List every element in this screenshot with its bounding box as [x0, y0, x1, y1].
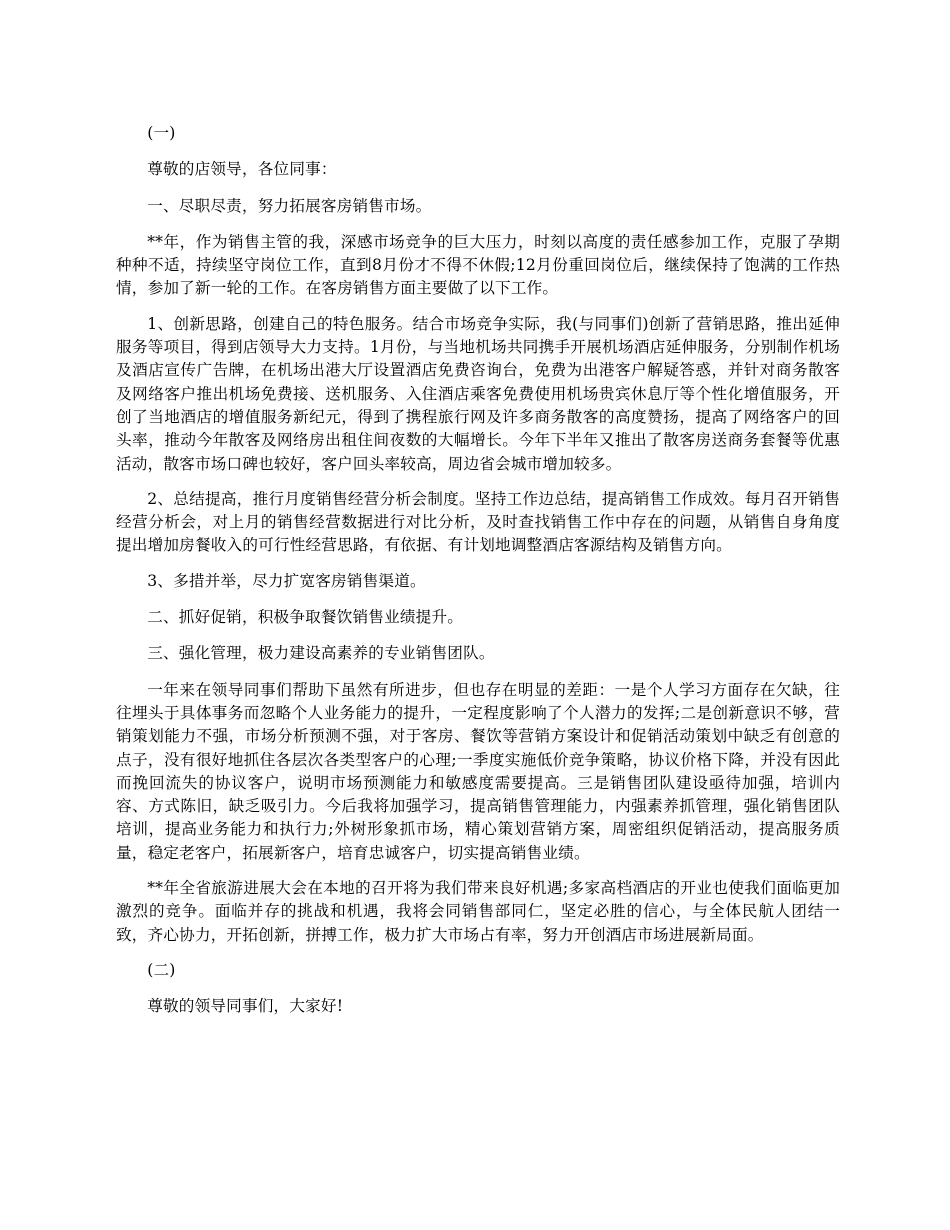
paragraph-item-3: 3、多措并举，尽力扩宽客房销售渠道。 [147, 571, 426, 590]
paragraph-item-1: 1、创新思路，创建自己的特色服务。结合市场竞争实际，我(与同事们)创新了营销思路，推出延伸服务等项目，得到店领导大力支持。1月份，与当地机场共同携手开展机场酒店延伸服务，分别制作机场及酒店宣传广告牌，在机场出港大厅设置酒店免费咨询台，免费为出港客户解疑答惑，并针对商务散客及网络客户推出机场免费接、送机服务、入住酒店乘客免费使用机场贵宾休息厅等个性化增值服务，开创了当地酒店的增值服务新纪元，得到了携程旅行网及许多商务散客的高度赞扬，提高了网络客户的回头率，推动今年散客及网络房出租住间夜数的大幅增长。今年下半年又推出了散客房送商务套餐等优惠活动，散客市场口碑也较好，客户回头率较高，周边省会城市增加较多。 [116, 314, 840, 473]
document-body [116, 122, 840, 1032]
section-marker-one: (一) [147, 124, 176, 142]
heading-three: 三、强化管理，极力建设高素养的专业销售团队。 [147, 644, 495, 663]
heading-one: 一、尽职尽责，努力拓展客房销售市场。 [147, 196, 432, 215]
paragraph-intro: **年，作为销售主管的我，深感市场竞争的巨大压力，时刻以高度的责任感参加工作，克服了孕期种种不适，持续坚守岗位工作，直到8月份才不得不休假;12月份重回岗位后，继续保持了饱满的工作热情，参加了新一轮的工作。在客房销售方面主要做了以下工作。 [116, 232, 840, 298]
paragraph-outlook: **年全省旅游进展大会在本地的召开将为我们带来良好机遇;多家高档酒店的开业也使我们面临更加激烈的竞争。面临并存的挑战和机遇，我将会同销售部同仁，坚定必胜的信心，与全体民航人团结一致，齐心协力，开拓创新，拼搏工作，极力扩大市场占有率，努力开创酒店市场进展新局面。 [116, 879, 840, 944]
greeting: 尊敬的领导同事们，大家好! [147, 997, 344, 1016]
salutation: 尊敬的店领导，各位同事： [147, 160, 337, 179]
section-marker-two: (二) [147, 960, 176, 979]
paragraph-reflection: 一年来在领导同事们帮助下虽然有所进步，但也存在明显的差距：一是个人学习方面存在欠缺，往往埋头于具体事务而忽略个人业务能力的提升，一定程度影响了个人潜力的发挥;二是创新意识不够，营销策划能力不强，市场分析预测不强，对于客房、餐饮等营销方案设计和促销活动策划中缺乏有创意的点子，没有很好地抓住各层次各类型客户的心理;一季度实施低价竞争策略，协议价格下降，并没有因此而挽回流失的协议客户，说明市场预测能力和敏感度需要提高。三是销售团队建设亟待加强，培训内容、方式陈旧，缺乏吸引力。今后我将加强学习，提高销售管理能力，内强素养抓管理，强化销售团队培训，提高业务能力和执行力;外树形象抓市场，精心策划营销方案，周密组织促销活动，提高服务质量，稳定老客户，拓展新客户，培育忠诚客户，切实提高销售业绩。 [116, 680, 840, 862]
paragraph-item-2: 2、总结提高，推行月度销售经营分析会制度。坚持工作边总结，提高销售工作成效。每月召开销售经营分析会，对上月的销售经营数据进行对比分析，及时查找销售工作中存在的问题，从销售自身角度提出增加房餐收入的可行性经营思路，有依据、有计划地调整酒店客源结构及销售方向。 [116, 489, 840, 555]
heading-two: 二、抓好促销，积极争取餐饮销售业绩提升。 [147, 608, 464, 627]
